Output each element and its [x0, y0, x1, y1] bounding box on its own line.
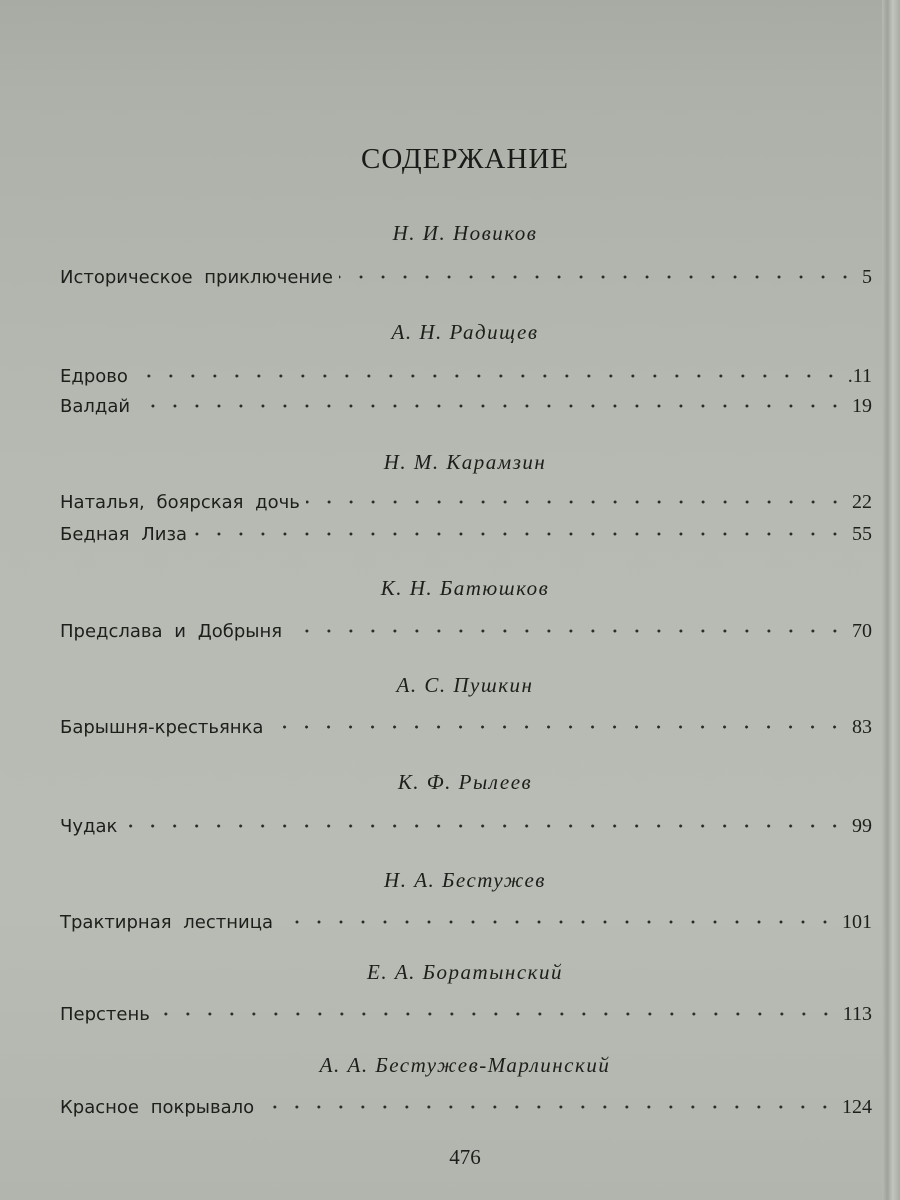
toc-entry[interactable] [60, 908, 872, 938]
toc-entry[interactable] [60, 1000, 872, 1030]
author-heading: К. Н. Батюшков [380, 576, 550, 600]
page-number: 19 [852, 394, 872, 417]
dot-leader [339, 263, 856, 283]
page-number: 22 [852, 490, 872, 513]
page-number: 5 [862, 265, 872, 288]
page-number: 124 [842, 1095, 872, 1118]
author-heading: А. Н. Радищев [391, 320, 539, 344]
dot-leader [136, 392, 846, 412]
dot-leader [288, 617, 846, 637]
toc-entry[interactable] [60, 617, 872, 647]
entry-title: Наталья, боярская дочь [60, 491, 300, 513]
entry-title: Предслава и Добрыня [60, 620, 283, 642]
toc-entry[interactable] [60, 812, 872, 842]
entry-title: Перстень [60, 1003, 150, 1025]
toc-entry[interactable] [60, 520, 872, 550]
dot-leader [134, 362, 842, 382]
entry-title: Трактирная лестница [60, 911, 273, 933]
page-number: 101 [842, 910, 872, 933]
author-heading: А. А. Бестужев-Марлинский [319, 1053, 611, 1077]
author-heading: А. С. Пушкин [396, 673, 534, 697]
toc-entry[interactable] [60, 263, 872, 293]
page-number: 83 [852, 715, 872, 738]
dot-leader [123, 812, 846, 832]
dot-leader [279, 908, 836, 928]
entry-title: Бедная Лиза [60, 523, 188, 545]
page-title: СОДЕРЖАНИЕ [361, 143, 569, 175]
page-number-footer: 476 [449, 1145, 481, 1169]
entry-title: Барышня-крестьянка [60, 716, 264, 738]
dot-leader [260, 1093, 836, 1113]
author-heading: К. Ф. Рылеев [397, 770, 533, 794]
page-number: 70 [852, 619, 872, 642]
toc-entry[interactable] [60, 362, 872, 392]
toc-entry[interactable] [60, 1093, 872, 1123]
author-heading: Н. И. Новиков [392, 221, 538, 245]
toc-entry[interactable] [60, 392, 872, 422]
author-heading: Н. А. Бестужев [384, 868, 546, 892]
toc-entry[interactable] [60, 488, 872, 518]
author-heading: Н. М. Карамзин [383, 450, 547, 474]
entry-title: Чудак [60, 815, 118, 837]
page-number: 113 [842, 1002, 872, 1025]
entry-title: Валдай [60, 395, 131, 417]
page-number: 99 [852, 814, 872, 837]
entry-title: Красное покрывало [60, 1096, 255, 1118]
entry-title: Едрово [60, 365, 128, 387]
entry-title: Историческое приключение [60, 266, 333, 288]
toc-entry[interactable] [60, 713, 872, 743]
author-heading: Е. А. Боратынский [367, 960, 563, 984]
dot-leader [269, 713, 846, 733]
page-number: 55 [852, 522, 872, 545]
dot-leader [156, 1000, 837, 1020]
dot-leader [193, 520, 846, 540]
page-number: .11 [847, 364, 872, 387]
dot-leader [306, 488, 846, 508]
